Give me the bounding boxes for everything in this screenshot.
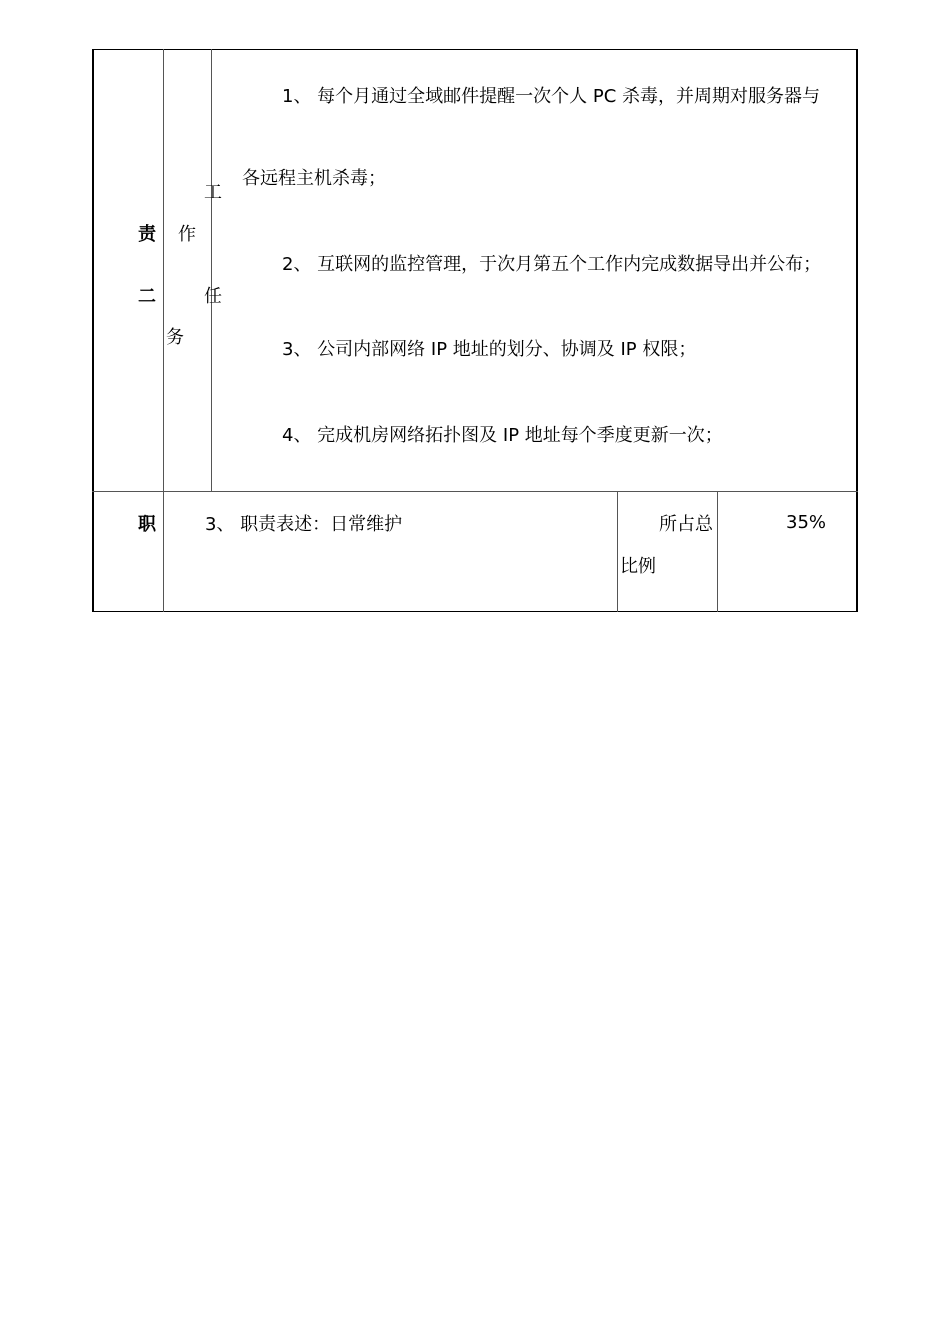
table-right-border — [856, 49, 858, 612]
task-column-label-part1: 作 — [178, 224, 196, 245]
section-label-1: 责 — [138, 224, 156, 245]
section-label-2: 二 — [138, 286, 156, 307]
duty-description: 3、 职责表述：日常维护 — [205, 514, 403, 535]
task-column-divider — [211, 49, 212, 491]
task-item-1: 1、 每个月通过全域邮件提醒一次个人 PC 杀毒，并周期对服务器与 — [282, 86, 821, 107]
section-label-duty: 职 — [138, 514, 156, 535]
table-bottom-border — [92, 611, 858, 612]
task-column-label-alt1: 工 — [204, 182, 222, 203]
row-divider — [92, 491, 858, 492]
task-item-1-continued: 各远程主机杀毒； — [242, 168, 386, 189]
table-top-border — [92, 49, 858, 50]
task-item-2: 2、 互联网的监控管理，于次月第五个工作内完成数据导出并公布； — [282, 254, 822, 275]
ratio-left-divider — [617, 491, 618, 612]
ratio-label-line2: 比例 — [620, 556, 656, 577]
task-item-3: 3、 公司内部网络 IP 地址的划分、协调及 IP 权限； — [282, 339, 697, 360]
task-item-4: 4、 完成机房网络拓扑图及 IP 地址每个季度更新一次； — [282, 425, 723, 446]
task-column-label-part2: 务 — [166, 327, 184, 348]
ratio-value: 35% — [786, 512, 827, 533]
task-column-label-alt2: 任 — [204, 286, 222, 307]
table-left-border — [92, 49, 94, 612]
ratio-right-divider — [717, 491, 718, 612]
ratio-label-line1: 所占总 — [659, 514, 713, 535]
label-column-divider — [163, 49, 164, 612]
